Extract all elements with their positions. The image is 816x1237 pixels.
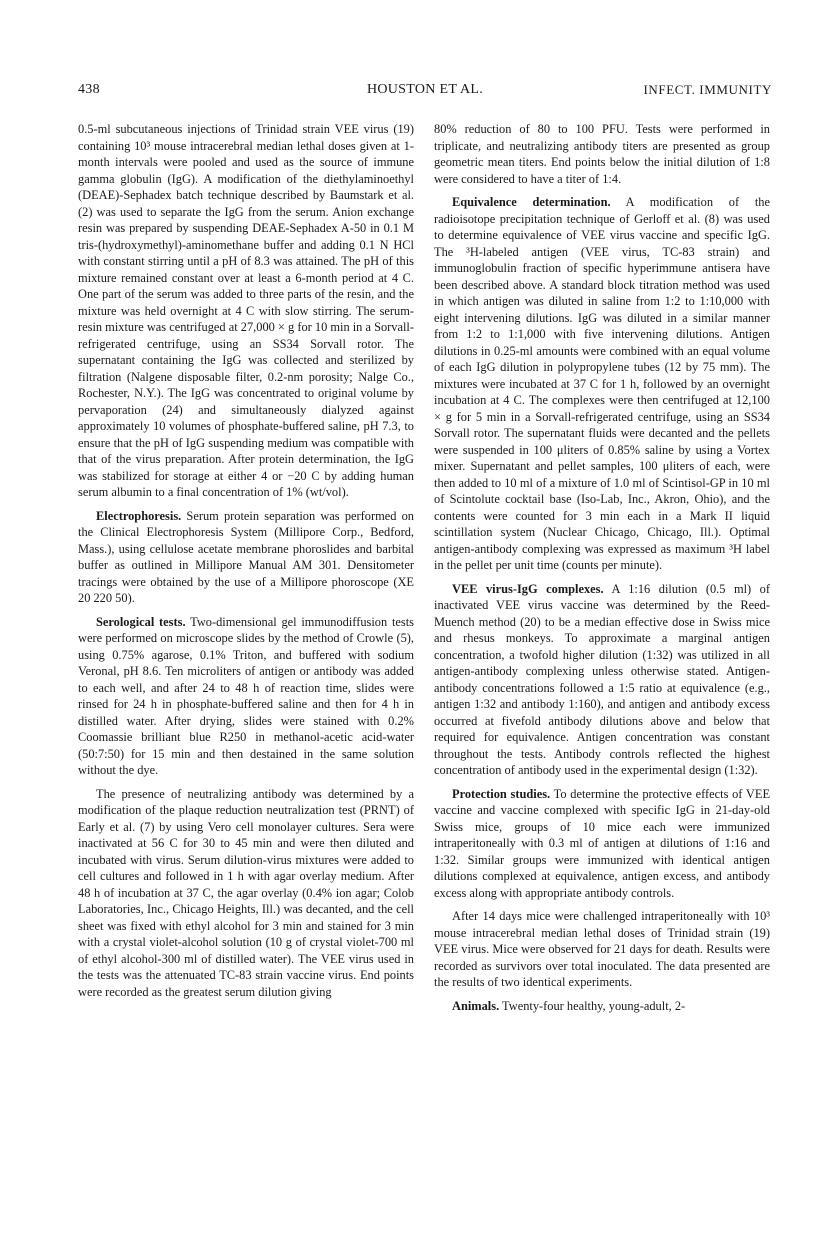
right-column — [434, 121, 770, 1014]
animals-text: Twenty-four healthy, young-adult, 2- — [499, 998, 686, 1013]
prnt-continuation-paragraph: 80% reduction of 80 to 100 PFU. Tests were performed in triplicate, and neutralizing antibody titers are presented as group geometric mean titers. End points below the initial dilution of 1:8 were considered to have a titer of 1:4. — [434, 122, 770, 186]
igg-preparation-paragraph: 0.5-ml subcutaneous injections of Trinidad strain VEE virus (19) containing 10³ mouse intracerebral median lethal doses given at 1-month intervals were pooled and used as the source of immune gamma globulin (IgG). A modification of the diethylaminoethyl (DEAE)-Sephadex batch technique described by Baumstark et al. (2) was used to separate the IgG from the serum. Anion exchange resin was prepared by suspending DEAE-Sephadex A-50 in 0.1 M tris-(hydroxymethyl)-aminomethane buffer and adding 0.1 N HCl with constant stirring until a pH of 8.3 was attained. The pH of this mixture remained constant over at least a 6-month period at 4 C. One part of the serum was added to three parts of the resin, and the mixture was held overnight at 4 C with slow stirring. The serum-resin mixture was centrifuged at 27,000 × g for 10 min in a Sorvall-refrigerated centrifuge, using an SS34 Sorvall rotor. The supernatant containing the IgG was collected and sterilized by filtration (Nalgene disposable filter, 0.2-nm porosity; Nalge Co., Rochester, N.Y.). The IgG was concentrated to original volume by pervaporation (24) and simultaneously dialyzed against approximately 10 volumes of phosphate-buffered saline, pH 7.3, to ensure that the pH of IgG suspending medium was compatible with that of the virus preparation. After protein determination, the IgG was stabilized for storage at either 4 or −20 C by adding human serum albumin to a final concentration of 1% (wt/vol). — [78, 122, 414, 499]
equivalence-text: A modification of the radioisotope precipitation technique of Gerloff et al. (8) was used to determine equivalence of VEE virus vaccine and specific IgG. The ³H-labeled antigen (VEE virus, TC-83 strain) and immunoglobulin fraction of specific hyperimmune antisera have been described above. A standard block titration method was used in which antigen was diluted in saline from 1:2 to 1:10,000 with eight intervening dilutions. IgG was diluted in a similar manner from 1:2 to 1:1,000 with five intervening dilutions. Antigen dilutions in 0.25-ml amounts were combined with an equal volume of each IgG dilution in polypropylene tubes (12 by 75 mm). The mixtures were incubated at 37 C for 1 h, followed by an overnight incubation at 4 C. The complexes were then centrifuged at 12,100 × g for 5 min in a Sorvall-refrigerated centrifuge, using an SS34 Sorvall rotor. The supernatant fluids were decanted and the pellets were suspended in 100 μliters of 0.85% saline by using a Vortex mixer. Supernatant and pellet samples, 100 μliters of each, were then added to 10 ml of a mixture of 1.0 ml of Scintisol-GP in 10 ml of Scintolute cocktail base (Iso-Lab, Inc., Akron, Ohio), and the contents were counted for 3 min each in a Mark II liquid scintillation system (Nuclear Chicago, Chicago, Ill.). Optimal antigen-antibody complexing was expressed as maximum ³H label in the pellet per unit time (counts per minute). — [434, 195, 770, 572]
vee-igg-paragraph — [434, 581, 770, 779]
running-head-journal: INFECT. IMMUNITY — [643, 82, 772, 97]
equivalence-paragraph — [434, 194, 770, 574]
vee-igg-text: A 1:16 dilution (0.5 ml) of inactivated VEE virus vaccine was determined by the Reed-Muench method (20) to be a median effective dose in Swiss mice and rhesus monkeys. To approximate a marginal antigen concentration, a twofold higher dilution (1:32) was utilized in all antigen-antibody complexing unless otherwise stated. Antigen-antibody concentrations followed a 1:5 ratio at equivalence (e.g., antigen 1:32 and antibody 1:160), and antigen and antibody excess occurred at fivefold antibody dilutions above and below that required for equivalence. Antigen concentration was constant throughout the tests. Antibody controls reflected the highest concentration of antibody used in the experimental design (1:32). — [434, 581, 770, 777]
serological-heading: Serological tests. — [96, 614, 186, 629]
left-column — [78, 121, 414, 1000]
vee-igg-heading: VEE virus-IgG complexes. — [452, 581, 604, 596]
protection-text: To determine the protective effects of VEE vaccine and vaccine complexed with specific IgG in 21-day-old Swiss mice, groups of 10 mice each were immunized intraperitoneally with 0.3 ml of antigen at dilutions of 1:16 and 1:32. Similar groups were immunized with identical antigen dilutions complexed at equivalence, antigen excess, and antibody excess along with appropriate antibody controls. — [434, 786, 771, 900]
page-number: 438 — [78, 82, 100, 97]
equivalence-heading: Equivalence determination. — [452, 195, 611, 209]
electrophoresis-paragraph — [78, 508, 414, 607]
running-head-authors: HOUSTON ET AL. — [366, 82, 484, 97]
challenge-paragraph: After 14 days mice were challenged intraperitoneally with 10³ mouse intracerebral median lethal doses of Trinidad strain (19) VEE virus. Mice were observed for 21 days for death. Results were recorded as survivors over total inoculated. The data presented are the results of two identical experiments. — [434, 909, 770, 989]
electrophoresis-text: Serum protein separation was performed on the Clinical Electrophoresis System (Millipore Corp., Bedford, Mass.), using cellulose acetate membrane phoroslides and barbital buffer as outlined in Millipore Manual AM 301. Densitometer tracings were obtained by the use of a Millipore phoroscope (XE 20 220 50). — [78, 508, 414, 605]
neutralizing-paragraph: The presence of neutralizing antibody was determined by a modification of the plaque reduction neutralization test (PRNT) of Early et al. (7) by using Vero cell monolayer cultures. Sera were inactivated at 56 C for 30 to 45 min and were then diluted and incubated with virus. Serum dilution-virus mixtures were added to cell cultures and followed in 1 h with agar overlay medium. After 48 h of incubation at 37 C, the agar overlay (0.4% ion agar; Colob Laboratories, Inc., Chicago Heights, Ill.) was decanted, and the cell sheet was fixed with ethyl alcohol for 3 min and stained for 3 min with a crystal violet-alcohol solution (10 g of crystal violet-700 ml of ethyl alcohol-300 ml of distilled water). The VEE virus used in the tests was the attenuated TC-83 strain vaccine virus. End points were recorded as the greatest serum dilution giving — [78, 786, 414, 999]
protection-heading: Protection studies. — [452, 786, 551, 801]
animals-heading: Animals. — [452, 998, 500, 1013]
animals-paragraph — [434, 998, 770, 1015]
electrophoresis-heading: Electrophoresis. — [96, 508, 182, 523]
serological-paragraph — [78, 614, 414, 779]
running-header — [78, 82, 772, 102]
serological-text: Two-dimensional gel immunodiffusion tests were performed on microscope slides by the method of Crowle (5), using 0.75% agarose, 0.1% Triton, and buffered with sodium Veronal, pH 8.6. Ten microliters of antigen or antibody was added to each well, and after 24 to 48 h of reaction time, slides were rinsed for 24 h in phosphate-buffered saline and then for 4 h in distilled water. After drying, slides were stained with 0.2% Coomassie brilliant blue R250 in methanol-acetic acid-water (50:7:50) for 15 min and then destained in the same solution without the dye. — [78, 614, 414, 777]
protection-paragraph — [434, 786, 770, 902]
